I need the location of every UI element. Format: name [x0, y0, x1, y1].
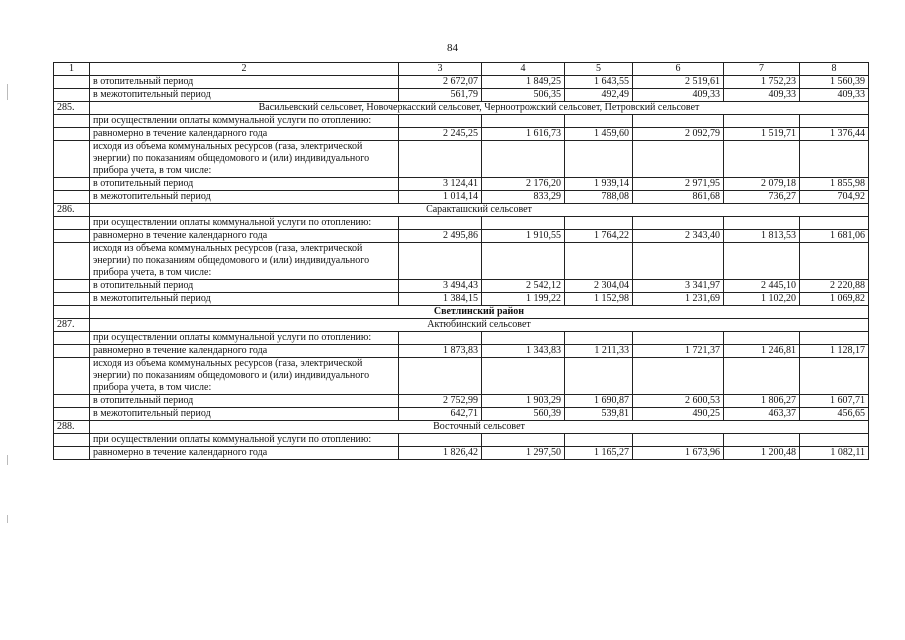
row-index	[54, 395, 90, 408]
value-cell: 3 341,97	[633, 280, 724, 293]
value-cell: 409,33	[800, 89, 869, 102]
value-cell: 1 607,71	[800, 395, 869, 408]
value-cell: 704,92	[800, 191, 869, 204]
value-cell	[800, 243, 869, 280]
value-cell: 1 165,27	[565, 447, 633, 460]
value-cell: 3 494,43	[399, 280, 482, 293]
row-label: в отопительный период	[90, 395, 399, 408]
value-cell: 1 721,37	[633, 345, 724, 358]
value-cell: 3 124,41	[399, 178, 482, 191]
table-row	[54, 128, 869, 141]
row-label: равномерно в течение календарного года	[90, 230, 399, 243]
column-number: 3	[399, 63, 482, 76]
value-cell: 1 903,29	[482, 395, 565, 408]
value-cell: 1 376,44	[800, 128, 869, 141]
column-number: 2	[90, 63, 399, 76]
settlement-heading-row	[54, 421, 869, 434]
settlement-name: Васильевский сельсовет, Новочеркасский сельсовет, Черноотрожский сельсовет, Петровский сельсовет	[90, 102, 869, 115]
value-cell: 560,39	[482, 408, 565, 421]
value-cell: 1 102,20	[724, 293, 800, 306]
value-cell: 2 672,07	[399, 76, 482, 89]
value-cell	[482, 434, 565, 447]
value-cell: 2 079,18	[724, 178, 800, 191]
row-label: в межотопительный период	[90, 408, 399, 421]
table-row	[54, 76, 869, 89]
value-cell	[565, 332, 633, 345]
value-cell	[482, 115, 565, 128]
row-index	[54, 293, 90, 306]
value-cell	[482, 332, 565, 345]
table-row	[54, 191, 869, 204]
row-index	[54, 76, 90, 89]
value-cell: 1 873,83	[399, 345, 482, 358]
column-number: 4	[482, 63, 565, 76]
table-row	[54, 395, 869, 408]
value-cell: 539,81	[565, 408, 633, 421]
value-cell	[633, 217, 724, 230]
value-cell	[565, 217, 633, 230]
value-cell: 456,65	[800, 408, 869, 421]
value-cell: 1 616,73	[482, 128, 565, 141]
row-label: при осуществлении оплаты коммунальной услуги по отоплению:	[90, 434, 399, 447]
value-cell: 463,37	[724, 408, 800, 421]
row-index	[54, 306, 90, 319]
value-cell	[724, 434, 800, 447]
value-cell: 1 690,87	[565, 395, 633, 408]
value-cell	[724, 141, 800, 178]
row-label: при осуществлении оплаты коммунальной услуги по отоплению:	[90, 217, 399, 230]
row-index	[54, 434, 90, 447]
settlement-heading-row	[54, 102, 869, 115]
row-index	[54, 243, 90, 280]
value-cell: 833,29	[482, 191, 565, 204]
value-cell: 1 211,33	[565, 345, 633, 358]
row-label: исходя из объема коммунальных ресурсов (газа, электрической энергии) по показаниям общедомового и (или) индивидуального прибора учета, в том числе:	[90, 141, 399, 178]
value-cell	[482, 217, 565, 230]
value-cell: 1 231,69	[633, 293, 724, 306]
value-cell	[633, 434, 724, 447]
value-cell: 2 092,79	[633, 128, 724, 141]
value-cell: 1 246,81	[724, 345, 800, 358]
value-cell: 409,33	[724, 89, 800, 102]
value-cell	[800, 141, 869, 178]
value-cell	[399, 217, 482, 230]
row-index: 288.	[54, 421, 90, 434]
value-cell	[800, 217, 869, 230]
value-cell	[399, 332, 482, 345]
settlement-name: Актюбинский сельсовет	[90, 319, 869, 332]
value-cell: 1 681,06	[800, 230, 869, 243]
district-heading-row	[54, 306, 869, 319]
value-cell	[633, 332, 724, 345]
settlement-heading-row	[54, 204, 869, 217]
value-cell: 1 806,27	[724, 395, 800, 408]
row-index	[54, 408, 90, 421]
value-cell	[724, 243, 800, 280]
row-index	[54, 332, 90, 345]
value-cell	[724, 115, 800, 128]
row-label: равномерно в течение календарного года	[90, 128, 399, 141]
value-cell: 1 069,82	[800, 293, 869, 306]
value-cell: 1 199,22	[482, 293, 565, 306]
value-cell: 1 128,17	[800, 345, 869, 358]
value-cell: 1 643,55	[565, 76, 633, 89]
row-index	[54, 191, 90, 204]
table-row	[54, 408, 869, 421]
value-cell: 506,35	[482, 89, 565, 102]
scan-edge-mark	[7, 455, 8, 465]
description-row	[54, 434, 869, 447]
value-cell	[399, 141, 482, 178]
value-cell: 1 082,11	[800, 447, 869, 460]
row-index	[54, 358, 90, 395]
row-index	[54, 178, 90, 191]
value-cell	[482, 243, 565, 280]
value-cell: 561,79	[399, 89, 482, 102]
row-index: 286.	[54, 204, 90, 217]
value-cell: 2 971,95	[633, 178, 724, 191]
value-cell: 1 855,98	[800, 178, 869, 191]
value-cell	[482, 358, 565, 395]
column-number: 1	[54, 63, 90, 76]
column-number: 7	[724, 63, 800, 76]
value-cell: 2 519,61	[633, 76, 724, 89]
value-cell	[482, 141, 565, 178]
table-row	[54, 293, 869, 306]
value-cell: 2 220,88	[800, 280, 869, 293]
value-cell: 1 200,48	[724, 447, 800, 460]
row-index: 285.	[54, 102, 90, 115]
value-cell: 409,33	[633, 89, 724, 102]
column-number: 8	[800, 63, 869, 76]
value-cell: 2 304,04	[565, 280, 633, 293]
scan-edge-mark	[7, 84, 8, 100]
description-row	[54, 115, 869, 128]
row-label: в отопительный период	[90, 280, 399, 293]
value-cell	[565, 243, 633, 280]
row-index	[54, 230, 90, 243]
value-cell	[565, 115, 633, 128]
table-row	[54, 230, 869, 243]
value-cell	[800, 115, 869, 128]
column-number: 6	[633, 63, 724, 76]
tariff-table	[53, 62, 869, 460]
value-cell: 1 764,22	[565, 230, 633, 243]
value-cell: 1 826,42	[399, 447, 482, 460]
value-cell: 861,68	[633, 191, 724, 204]
value-cell	[633, 115, 724, 128]
row-index	[54, 280, 90, 293]
description-row	[54, 141, 869, 178]
value-cell: 2 445,10	[724, 280, 800, 293]
row-index: 287.	[54, 319, 90, 332]
value-cell	[565, 141, 633, 178]
row-label: равномерно в течение календарного года	[90, 345, 399, 358]
value-cell: 2 176,20	[482, 178, 565, 191]
description-row	[54, 243, 869, 280]
settlement-name: Саракташский сельсовет	[90, 204, 869, 217]
value-cell: 1 459,60	[565, 128, 633, 141]
row-label: исходя из объема коммунальных ресурсов (газа, электрической энергии) по показаниям общедомового и (или) индивидуального прибора учета, в том числе:	[90, 358, 399, 395]
row-index	[54, 128, 90, 141]
value-cell: 492,49	[565, 89, 633, 102]
value-cell	[399, 243, 482, 280]
value-cell	[633, 243, 724, 280]
value-cell: 1 152,98	[565, 293, 633, 306]
value-cell	[633, 141, 724, 178]
value-cell: 1 343,83	[482, 345, 565, 358]
row-label: в межотопительный период	[90, 191, 399, 204]
row-index	[54, 217, 90, 230]
value-cell: 2 752,99	[399, 395, 482, 408]
description-row	[54, 358, 869, 395]
value-cell: 2 495,86	[399, 230, 482, 243]
value-cell	[724, 358, 800, 395]
table-row	[54, 345, 869, 358]
settlement-heading-row	[54, 319, 869, 332]
value-cell: 2 600,53	[633, 395, 724, 408]
column-number: 5	[565, 63, 633, 76]
table-row	[54, 280, 869, 293]
value-cell: 736,27	[724, 191, 800, 204]
value-cell	[633, 358, 724, 395]
value-cell: 1 813,53	[724, 230, 800, 243]
row-label: исходя из объема коммунальных ресурсов (газа, электрической энергии) по показаниям общедомового и (или) индивидуального прибора учета, в том числе:	[90, 243, 399, 280]
value-cell: 2 542,12	[482, 280, 565, 293]
value-cell	[565, 434, 633, 447]
value-cell: 788,08	[565, 191, 633, 204]
value-cell: 1 849,25	[482, 76, 565, 89]
scan-edge-mark	[7, 515, 8, 523]
row-index	[54, 141, 90, 178]
value-cell	[399, 434, 482, 447]
value-cell	[399, 358, 482, 395]
value-cell	[800, 358, 869, 395]
row-label: при осуществлении оплаты коммунальной услуги по отоплению:	[90, 115, 399, 128]
row-label: в межотопительный период	[90, 293, 399, 306]
value-cell	[800, 332, 869, 345]
table-row	[54, 447, 869, 460]
value-cell: 1 297,50	[482, 447, 565, 460]
value-cell: 2 343,40	[633, 230, 724, 243]
value-cell: 1 939,14	[565, 178, 633, 191]
value-cell	[399, 115, 482, 128]
value-cell: 490,25	[633, 408, 724, 421]
value-cell: 1 384,15	[399, 293, 482, 306]
description-row	[54, 332, 869, 345]
row-index	[54, 345, 90, 358]
row-index	[54, 89, 90, 102]
table-row	[54, 178, 869, 191]
row-index	[54, 447, 90, 460]
row-label: в отопительный период	[90, 178, 399, 191]
value-cell	[724, 332, 800, 345]
district-name: Светлинский район	[90, 306, 869, 319]
value-cell	[724, 217, 800, 230]
page-number: 84	[447, 42, 458, 54]
row-label: при осуществлении оплаты коммунальной услуги по отоплению:	[90, 332, 399, 345]
row-index	[54, 115, 90, 128]
value-cell: 1 519,71	[724, 128, 800, 141]
value-cell	[800, 434, 869, 447]
column-number-row	[54, 63, 869, 76]
value-cell: 1 014,14	[399, 191, 482, 204]
value-cell: 1 560,39	[800, 76, 869, 89]
settlement-name: Восточный сельсовет	[90, 421, 869, 434]
value-cell: 1 910,55	[482, 230, 565, 243]
row-label: в межотопительный период	[90, 89, 399, 102]
value-cell: 1 752,23	[724, 76, 800, 89]
value-cell: 2 245,25	[399, 128, 482, 141]
value-cell	[565, 358, 633, 395]
description-row	[54, 217, 869, 230]
value-cell: 1 673,96	[633, 447, 724, 460]
row-label: в отопительный период	[90, 76, 399, 89]
value-cell: 642,71	[399, 408, 482, 421]
table-row	[54, 89, 869, 102]
row-label: равномерно в течение календарного года	[90, 447, 399, 460]
